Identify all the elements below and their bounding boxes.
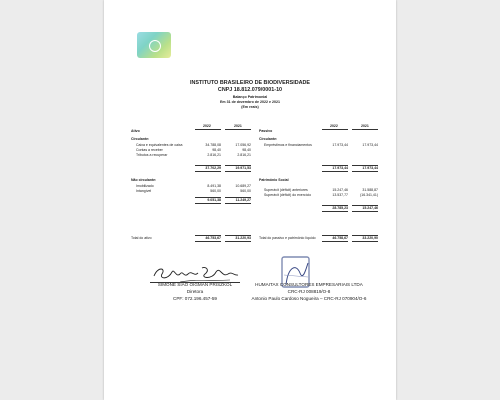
- ativo-item-value: 98,40: [212, 148, 221, 152]
- document-title: INSTITUTO BRASILEIRO DE BIODIVERSIDADE: [189, 80, 310, 86]
- pl-item-value: 13.537,77: [332, 193, 348, 197]
- ativo-item-value: 34.788,08: [205, 143, 221, 147]
- director-name: SIMONE SIAO OIGMAN PRISZKOL: [157, 282, 233, 287]
- accounting-firm-crc: CRC-RJ 008819/O-8: [287, 289, 331, 294]
- ativo-total-2022: 46.753,67: [205, 236, 221, 240]
- ativo-year-2022: 2022: [203, 124, 211, 128]
- rule: [195, 203, 221, 204]
- passivo-item-label: Empréstimos e financiamentos: [264, 143, 312, 147]
- rule: [195, 171, 221, 172]
- ativo-circulante-total: 37.702,29: [205, 166, 221, 170]
- passivo-year-2022: 2022: [330, 124, 338, 128]
- ativo-nc-item-value: 560,00: [210, 189, 221, 193]
- rule: [225, 171, 251, 172]
- pl-item-value: 31.588,87: [362, 188, 378, 192]
- statement-period: Em 31 de dezembro de 2022 e 2021: [220, 100, 280, 104]
- ativo-item-value: 17.056,92: [235, 143, 251, 147]
- rule: [322, 211, 348, 212]
- ativo-total-label: Total do ativo: [131, 236, 152, 240]
- ativo-total-2021: 31.220,93: [235, 236, 251, 240]
- ativo-nc-total: 9.051,38: [207, 198, 221, 202]
- ativo-nc-item-label: Intangível: [136, 189, 152, 193]
- rule: [352, 241, 378, 242]
- rule: [322, 171, 348, 172]
- director-role: Diretora: [186, 289, 204, 294]
- passivo-circulante-total: 17.973,44: [332, 166, 348, 170]
- rule: [225, 129, 251, 130]
- pl-item-value: (16.341,41): [360, 193, 378, 197]
- cnpj-line: CNPJ 18.812.079/0001-10: [217, 87, 283, 93]
- ativo-circulante-total: 19.971,53: [235, 166, 251, 170]
- pl-item-value: 15.247,46: [332, 188, 348, 192]
- patrimonio-social-label: Patrimônio Social: [259, 178, 289, 182]
- director-cpf: CPF: 072.196.457-59: [173, 296, 217, 301]
- ativo-circulante-label: Circulante:: [131, 137, 150, 141]
- rule: [322, 241, 348, 242]
- ativo-item-label: Tributos a recuperar: [136, 153, 168, 157]
- ativo-item-label: Caixa e equivalentes de caixa: [136, 143, 183, 147]
- passivo-total-2021: 33.220,90: [362, 236, 378, 240]
- ativo-nc-item-value: 560,00: [240, 189, 251, 193]
- rule: [225, 241, 251, 242]
- ativo-nc-total: 11.249,27: [235, 198, 251, 202]
- institute-logo: [137, 32, 171, 58]
- rule: [195, 241, 221, 242]
- ativo-nao-circulante-label: Não circulante:: [131, 178, 157, 182]
- pl-total: 15.247,46: [362, 206, 378, 210]
- pl-item-label: Superávit (déficit) do exercício: [264, 193, 312, 197]
- ativo-heading: Ativo: [131, 129, 140, 133]
- ativo-item-label: Contas a receber: [136, 148, 163, 152]
- ativo-nc-item-label: Imobilizado: [136, 184, 154, 188]
- statement-unit: (Em reais): [241, 105, 259, 109]
- passivo-circulante-total: 17.973,44: [362, 166, 378, 170]
- ativo-nc-item-value: 8.491,38: [207, 184, 221, 188]
- rule: [352, 171, 378, 172]
- passivo-circulante-label: Circulante:: [259, 137, 278, 141]
- passivo-total-label: Total do passivo e patrimônio líquido: [259, 236, 316, 240]
- pl-total: 28.785,23: [332, 206, 348, 210]
- ativo-item-value: 98,40: [242, 148, 251, 152]
- accounting-firm-name: HUMAITAX CONSULTORES EMPRESARIAIS LTDA: [255, 282, 363, 287]
- ativo-nc-item-value: 10.689,27: [235, 184, 251, 188]
- rule: [352, 211, 378, 212]
- ativo-item-value: 2.816,21: [207, 153, 221, 157]
- passivo-year-2021: 2021: [361, 124, 369, 128]
- rule: [195, 129, 221, 130]
- passivo-total-2022: 46.758,67: [332, 236, 348, 240]
- accountant-name: Antonio Paulo Cardoso Nogueira – CRC-RJ 070904/O-6: [251, 296, 367, 301]
- passivo-heading: Passivo: [259, 129, 273, 133]
- passivo-item-value: 17.973,44: [362, 143, 378, 147]
- rule: [225, 203, 251, 204]
- rule: [322, 129, 348, 130]
- statement-subtitle: Balanço Patrimonial: [232, 95, 268, 99]
- ativo-year-2021: 2021: [234, 124, 242, 128]
- logo-ring-icon: [149, 40, 161, 52]
- rule: [352, 129, 378, 130]
- passivo-item-value: 17.973,44: [332, 143, 348, 147]
- ativo-item-value: 2.816,21: [237, 153, 251, 157]
- pl-item-label: Superávit (déficit) anteriores: [264, 188, 308, 192]
